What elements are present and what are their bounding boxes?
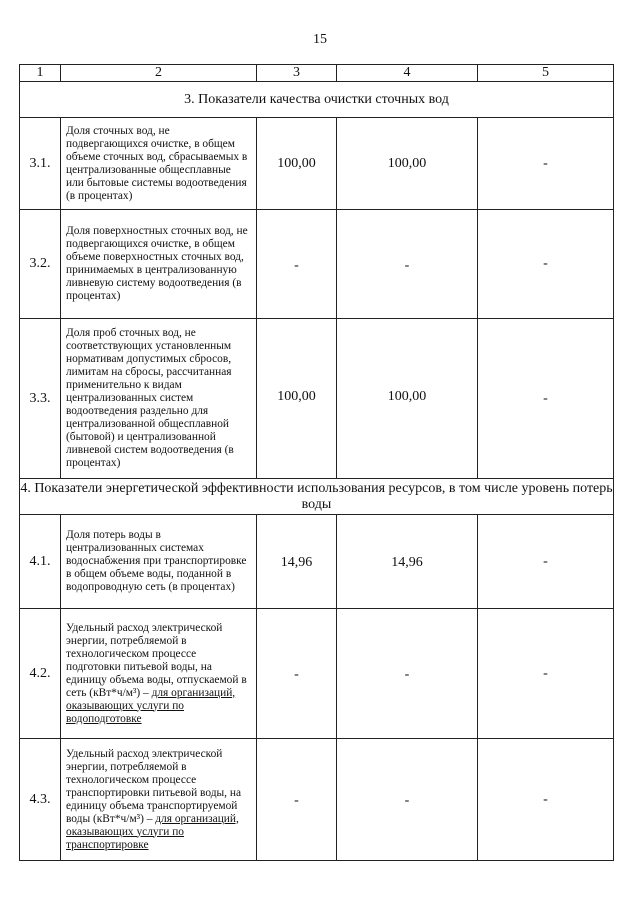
row-description-text: Доля поверхностных сточных вод, не подвергающихся очистке, в общем объеме поверхностных сточных вод, принимаемых в централизованную ливневую систему водоотведения (в процентах) <box>66 225 248 302</box>
row-description-text: Доля проб сточных вод, не соответствующих установленным нормативам допустимых сбросов, лимитам на сбросы, рассчитанная применительно к видам централизованных систем водоотведения раздельно для централизованной общесплавной (бытовой) и централизованной ливневой систем водоотведения (в процентах) <box>66 327 234 469</box>
value-col5: - <box>478 609 614 739</box>
column-header-4: 4 <box>337 65 478 82</box>
value-col5: - <box>478 515 614 609</box>
row-number: 4.3. <box>20 739 61 861</box>
table-row <box>20 609 614 739</box>
row-description-text: Удельный расход электрической энергии, потребляемой в технологическом процессе транспортировки питьевой воды, на единицу объема транспортируемой воды (кВт*ч/м³) – <box>66 747 241 825</box>
value-col3: 100,00 <box>257 319 337 479</box>
page-number: 15 <box>313 32 327 47</box>
value-col4: 100,00 <box>337 319 478 479</box>
table-row <box>20 210 614 319</box>
value-col3: 100,00 <box>257 118 337 210</box>
section-title-3: 3. Показатели качества очистки сточных вод <box>20 82 614 118</box>
value-col5: - <box>478 739 614 861</box>
section-row-4 <box>20 479 614 515</box>
section-title-4: 4. Показатели энергетической эффективности использования ресурсов, в том числе уровень потерь воды <box>20 479 614 515</box>
column-header-3: 3 <box>257 65 337 82</box>
row-description <box>61 515 257 609</box>
section-row-3 <box>20 82 614 118</box>
value-col5: - <box>478 118 614 210</box>
column-header-1: 1 <box>20 65 61 82</box>
value-col4: - <box>337 609 478 739</box>
row-description-text: Доля сточных вод, не подвергающихся очистке, в общем объеме сточных вод, сбрасываемых в централизованные общесплавные или бытовые системы водоотведения (в процентах) <box>66 124 248 202</box>
value-col5: - <box>478 319 614 479</box>
value-col3: 14,96 <box>257 515 337 609</box>
row-description-text: Удельный расход электрической энергии, потребляемой в технологическом процессе подготовки питьевой воды, на единицу объема воды, отпускаемой в сеть (кВт*ч/м³) – <box>66 621 247 699</box>
row-description <box>61 739 257 861</box>
row-description-underlined: для организаций, оказывающих услуги по транспортировке <box>66 812 239 851</box>
row-description-text: Доля потерь воды в централизованных системах водоснабжения при транспортировке в общем объеме воды, поданной в водопроводную сеть (в процентах) <box>66 529 247 593</box>
value-col5: - <box>478 210 614 319</box>
value-col4: 100,00 <box>337 118 478 210</box>
table-row <box>20 319 614 479</box>
value-col3: - <box>257 609 337 739</box>
column-header-row <box>20 65 614 82</box>
row-description <box>61 210 257 319</box>
row-number: 3.1. <box>20 118 61 210</box>
row-description <box>61 609 257 739</box>
row-number: 4.2. <box>20 609 61 739</box>
row-description-underlined: для организаций, оказывающих услуги по водоподготовке <box>66 686 236 725</box>
indicators-table <box>19 64 614 861</box>
row-number: 4.1. <box>20 515 61 609</box>
column-header-2: 2 <box>61 65 257 82</box>
column-header-5: 5 <box>478 65 614 82</box>
row-description <box>61 118 257 210</box>
value-col3: - <box>257 210 337 319</box>
table-row <box>20 739 614 861</box>
row-description <box>61 319 257 479</box>
row-number: 3.2. <box>20 210 61 319</box>
value-col4: - <box>337 739 478 861</box>
table-row <box>20 515 614 609</box>
value-col4: 14,96 <box>337 515 478 609</box>
table-row <box>20 118 614 210</box>
value-col3: - <box>257 739 337 861</box>
value-col4: - <box>337 210 478 319</box>
row-number: 3.3. <box>20 319 61 479</box>
